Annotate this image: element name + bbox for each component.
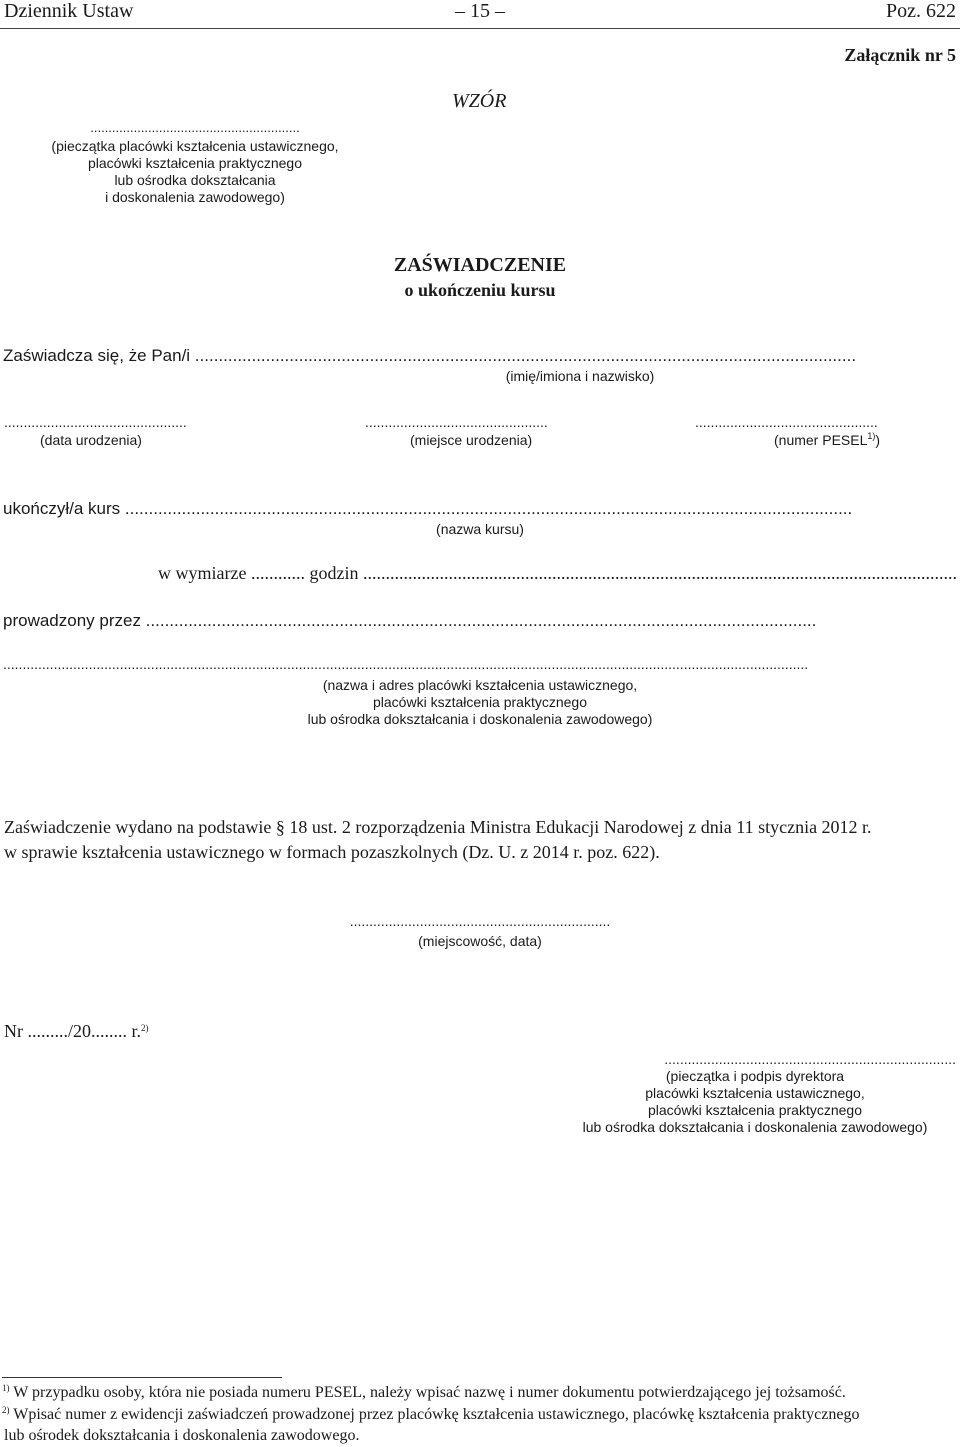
course-caption: (nazwa kursu) (436, 521, 524, 537)
stamp-caption-line: placówki kształcenia praktycznego (88, 155, 302, 171)
page-number: – 15 – (455, 0, 505, 22)
certify-line: Zaświadcza się, że Pan/i ............................................................................................................................................ (3, 346, 857, 365)
provider-line: prowadzony przez .............................................................................................................................................. (3, 611, 817, 630)
provider-dots: ............................................................................................................................................................................................................... (3, 656, 809, 672)
pesel-caption-close: ) (875, 432, 881, 448)
hours-line: .................................................................................................................................... w wymiarze ............ godzin (158, 563, 957, 583)
legal-basis-line: Zaświadczenie wydano na podstawie § 18 ust. 2 rozporządzenia Ministra Edukacji Narodowej z dnia 11 stycznia 2012 r. (4, 817, 872, 837)
footnote-ref-1: 1) (867, 431, 876, 441)
header-rule (0, 28, 960, 29)
footnote-marker: 2) (2, 1405, 10, 1415)
course-line: ukończył/a kurs .......................................................................................................................................................... (3, 499, 853, 518)
signature-caption-line: placówki kształcenia praktycznego (648, 1102, 862, 1118)
birth-date-caption: (data urodzenia) (40, 432, 142, 448)
birth-place-dots: ............................................... (365, 414, 548, 430)
footnote-text: Wpisać numer z ewidencji zaświadczeń prowadzonej przez placówkę kształcenia ustawicznego, placówkę kształcenia praktycznego (13, 1406, 860, 1423)
name-caption: (imię/imiona i nazwisko) (505, 368, 655, 384)
stamp-caption-line: lub ośrodka dokształcania (114, 172, 276, 188)
document-subtitle: o ukończeniu kursu (404, 280, 556, 300)
place-date-dots: ................................................................... (349, 913, 611, 929)
birth-place-caption: (miejsce urodzenia) (410, 432, 533, 448)
stamp-caption-line: i doskonalenia zawodowego) (105, 189, 285, 205)
stamp-dots: .......................................................... (90, 120, 300, 135)
journal-name: Dziennik Ustaw (4, 0, 134, 22)
provider-caption-line: placówki kształcenia praktycznego (373, 694, 587, 710)
place-date-caption: (miejscowość, data) (418, 933, 542, 949)
legal-basis-line: w sprawie kształcenia ustawicznego w formach pozaszkolnych (Dz. U. z 2014 r. poz. 622). (4, 842, 660, 862)
pesel-dots: ............................................... (695, 414, 878, 430)
pesel-caption (774, 432, 880, 448)
footnote-2 (2, 1406, 859, 1424)
annex-label: Załącznik nr 5 (844, 45, 956, 65)
footnote-1 (2, 1384, 846, 1402)
provider-caption-line: lub ośrodka dokształcania i doskonalenia zawodowego) (307, 711, 653, 727)
signature-caption-line: placówki kształcenia ustawicznego, (645, 1085, 865, 1101)
footnote-2-continued: lub ośrodek dokształcania i doskonalenia zawodowego. (4, 1427, 360, 1444)
document-title: ZAŚWIADCZENIE (393, 254, 567, 276)
certificate-number-text: Nr ........./20........ r. (4, 1021, 141, 1041)
certificate-number (4, 1021, 149, 1042)
footnote-text: W przypadku osoby, która nie posiada numeru PESEL, należy wpisać nazwę i numer dokumentu potwierdzającego jej tożsamość. (13, 1384, 846, 1401)
stamp-caption-line: (pieczątka placówki kształcenia ustawicznego, (51, 138, 339, 154)
footnote-marker: 1) (2, 1383, 10, 1393)
footnote-ref-2: 2) (141, 1023, 149, 1033)
pesel-caption-text: (numer PESEL (774, 432, 868, 448)
signature-dots: ........................................................................... (664, 1051, 956, 1067)
footnote-rule (2, 1377, 282, 1378)
template-label: WZÓR (452, 90, 507, 112)
signature-caption-line: (pieczątka i podpis dyrektora (665, 1068, 845, 1084)
birth-date-dots: ............................................... (4, 414, 187, 430)
provider-caption-line: (nazwa i adres placówki kształcenia ustawicznego, (322, 677, 638, 693)
signature-caption-line: lub ośrodka dokształcania i doskonalenia zawodowego) (582, 1119, 928, 1135)
position-number: Poz. 622 (886, 0, 956, 22)
